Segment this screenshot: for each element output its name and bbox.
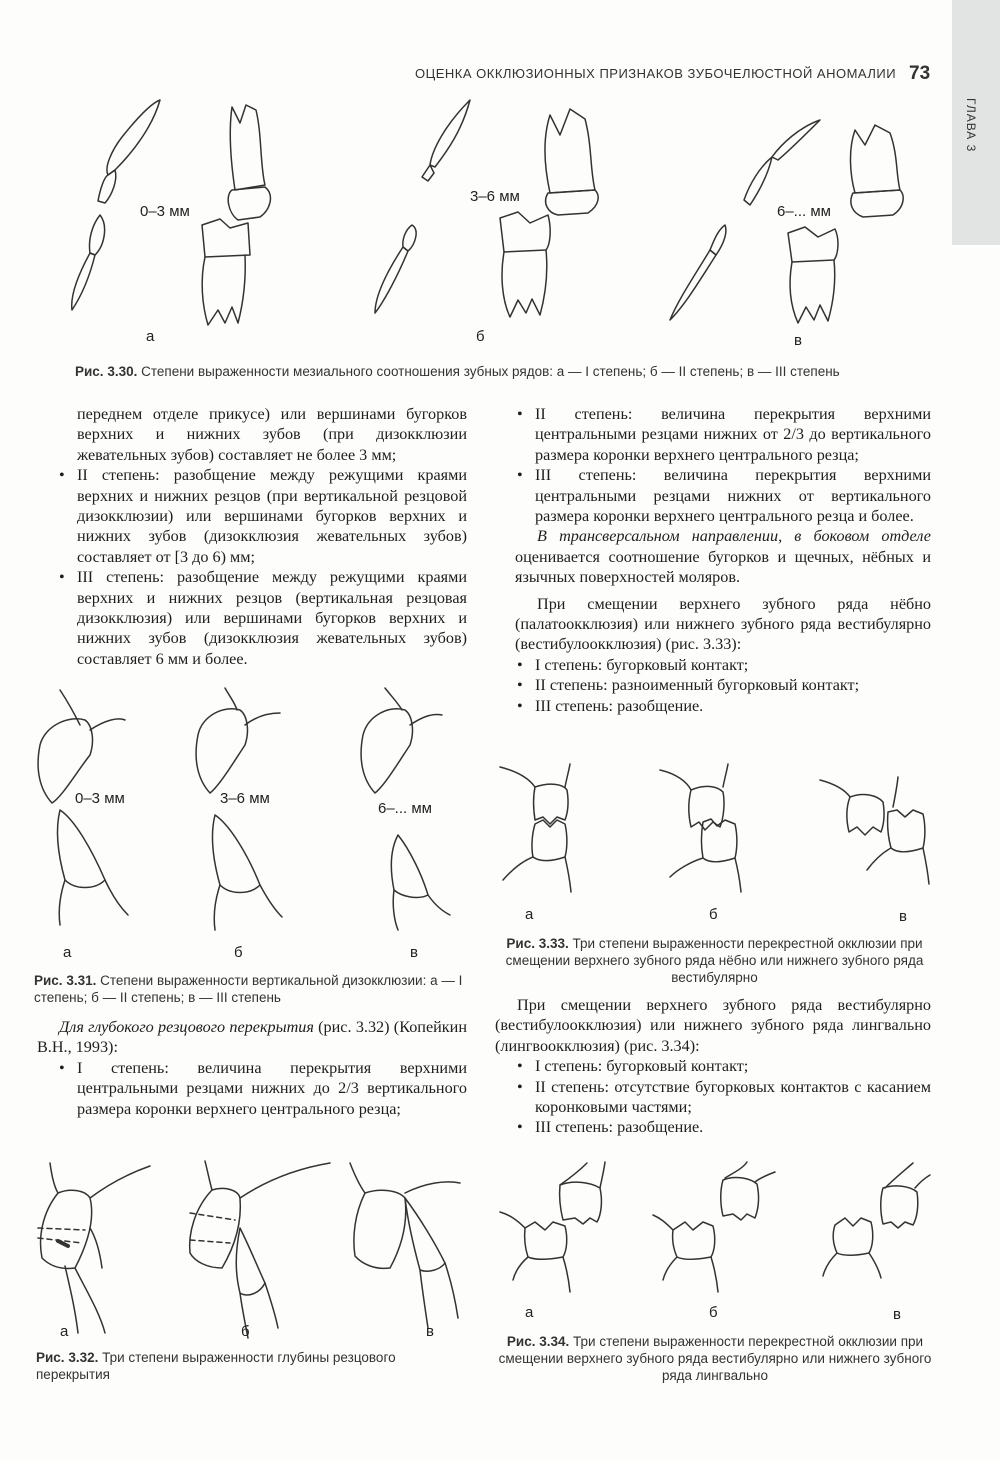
- fig332-label-a: а: [60, 1323, 69, 1340]
- right-bullets-c: [495, 1056, 931, 1138]
- right-bullet: • I степень: бугорковый контакт;: [515, 1056, 931, 1076]
- page-number: 73: [909, 63, 931, 84]
- fig334-label-a: а: [525, 1304, 534, 1321]
- fig334-label-b: б: [709, 1304, 718, 1321]
- fig330-caption-text: Степени выраженности мезиального соотношения зубных рядов: а — I степень; б — II степень; в — III степень: [141, 364, 840, 379]
- deep-overbite-ref: (рис. 3.32) (Копейкин В.Н., 1993):: [37, 1018, 467, 1057]
- fig331-measure-a: 0–3 мм: [75, 790, 125, 807]
- right-bullet: • I степень: бугорковый контакт;: [515, 655, 931, 675]
- fig333-label-a: а: [525, 906, 534, 923]
- right-column: [515, 404, 931, 716]
- fig332-caption: [36, 1349, 471, 1383]
- fig331-caption-text: Степени выраженности вертикальной дизокклюзии: а — I степень; б — II степень; в — III степень: [34, 973, 463, 1005]
- left-column: [57, 404, 467, 669]
- fig331-caption: [34, 972, 469, 1006]
- right-bullet: • II степень: разноименный бугорковый контакт;: [515, 675, 931, 695]
- right-bullet: • III степень: разобщение.: [515, 1117, 931, 1137]
- left-column-lower: [37, 1017, 467, 1119]
- right-column-lower: [495, 995, 931, 1138]
- fig331-label-a: а: [63, 944, 72, 961]
- fig332-caption-number: Рис. 3.32.: [36, 1350, 99, 1365]
- left-bullet: • I степень: величина перекрытия верхними центральными резцами нижних до 2/3 вертикального размера коронки верхнего центрального резца;: [57, 1058, 467, 1119]
- right-bullet: • III степень: разобщение.: [515, 696, 931, 716]
- deep-overbite-intro: [37, 1017, 467, 1058]
- figure-3-33: [495, 762, 935, 927]
- running-header: ОЦЕНКА ОККЛЮЗИОННЫХ ПРИЗНАКОВ ЗУБОЧЕЛЮСТНОЙ АНОМАЛИИ: [415, 66, 897, 81]
- fig331-label-c: в: [410, 944, 418, 961]
- fig330-measure-c: 6–... мм: [777, 203, 831, 220]
- figure-3-34: [495, 1160, 935, 1325]
- fig331-caption-number: Рис. 3.31.: [34, 973, 97, 988]
- fig332-caption-text: Три степени выраженности глубины резцового перекрытия: [36, 1350, 396, 1382]
- left-continuation: переднем отделе прикусе) или вершинами бугорков верхних и нижних зубов (при дизокклюзии жевательных зубов) составляет не более 3 мм;: [77, 405, 467, 464]
- right-bullet: • II степень: величина перекрытия верхними центральными резцами нижних от 2/3 до вертикального размера коронки верхнего центрального резца;: [515, 404, 931, 465]
- fig334-label-c: в: [893, 1306, 901, 1323]
- transverse-text: оценивается соотношение бугорков и щечных, нёбных и язычных поверхностей моляров.: [515, 547, 931, 587]
- left-bullet: • II степень: разобщение между режущими краями верхних и нижних резцов (при вертикальной резцовой дизокклюзии) или вершинами бугорков верхних и нижних зубов (дизокклюзия жевательных зубов) составляет от [3 до 6) мм;: [57, 465, 467, 567]
- fig334-caption: [495, 1333, 935, 1384]
- fig330-measure-a: 0–3 мм: [140, 203, 190, 220]
- fig333-caption-number: Рис. 3.33.: [506, 936, 569, 951]
- fig330-measure-b: 3–6 мм: [470, 188, 520, 205]
- chapter-label: ГЛАВА 3: [964, 98, 978, 153]
- figure-3-30: [60, 95, 880, 349]
- deep-overbite-italic: Для глубокого резцового перекрытия: [59, 1018, 314, 1036]
- fig331-measure-b: 3–6 мм: [220, 790, 270, 807]
- fig333-caption-text: Три степени выраженности перекрестной окклюзии при смещении верхнего зубного ряда нёбно или нижнего зубного ряда вестибулярно: [505, 936, 924, 985]
- figure-3-32: [30, 1158, 470, 1343]
- right-bullets-a: [515, 404, 931, 526]
- fig332-label-b: б: [241, 1323, 250, 1340]
- fig333-label-c: в: [899, 908, 907, 925]
- fig331-label-b: б: [234, 944, 243, 961]
- left-bullet: • III степень: разобщение между режущими краями верхних и нижних резцов (вертикальная резцовая дизокклюзия) или вершинами бугорков верхних и нижних зубов (дизокклюзия жевательных зубов) составляет 6 мм и более.: [57, 567, 467, 669]
- fig330-label-b: б: [476, 328, 485, 345]
- fig331-measure-c: 6–... мм: [378, 800, 432, 817]
- right-bullet: • III степень: величина перекрытия верхними центральными резцами нижних от вертикального размера коронки верхнего центрального резца и более.: [515, 465, 931, 526]
- fig330-caption: [75, 363, 955, 380]
- transverse-italic: В трансверсальном направлении, в боковом отделе: [537, 527, 931, 546]
- palato-para: При смещении верхнего зубного ряда нёбно (палатоокклюзия) или нижнего зубного ряда вестибулярно (вестибулоокклюзия) (рис. 3.33):: [515, 594, 931, 654]
- fig330-caption-number: Рис. 3.30.: [75, 364, 138, 379]
- right-bullets-b: [515, 655, 931, 716]
- left-bullets-b: [37, 1058, 467, 1119]
- vestibulo-para: При смещении верхнего зубного ряда вестибулярно (вестибулоокклюзия) или нижнего зубного ряда лингвально (лингвоокклюзия) (рис. 3.34):: [495, 996, 931, 1055]
- transverse-para: [515, 526, 931, 587]
- fig334-caption-text: Три степени выраженности перекрестной окклюзии при смещении верхнего зубного ряда вестибулярно или нижнего зубного ряда лингвально: [498, 1334, 932, 1383]
- fig330-label-a: а: [146, 328, 155, 345]
- fig333-caption: [497, 935, 932, 986]
- right-bullet: • II степень: отсутствие бугорковых контактов с касанием коронковыми частями;: [515, 1077, 931, 1118]
- fig332-label-c: в: [426, 1323, 434, 1340]
- fig330-label-c: в: [794, 332, 802, 349]
- fig333-label-b: б: [709, 906, 718, 923]
- fig334-caption-number: Рис. 3.34.: [506, 1334, 570, 1349]
- figure-3-31: [30, 685, 460, 965]
- left-bullets-a: [57, 465, 467, 669]
- chapter-tab: [952, 0, 1000, 245]
